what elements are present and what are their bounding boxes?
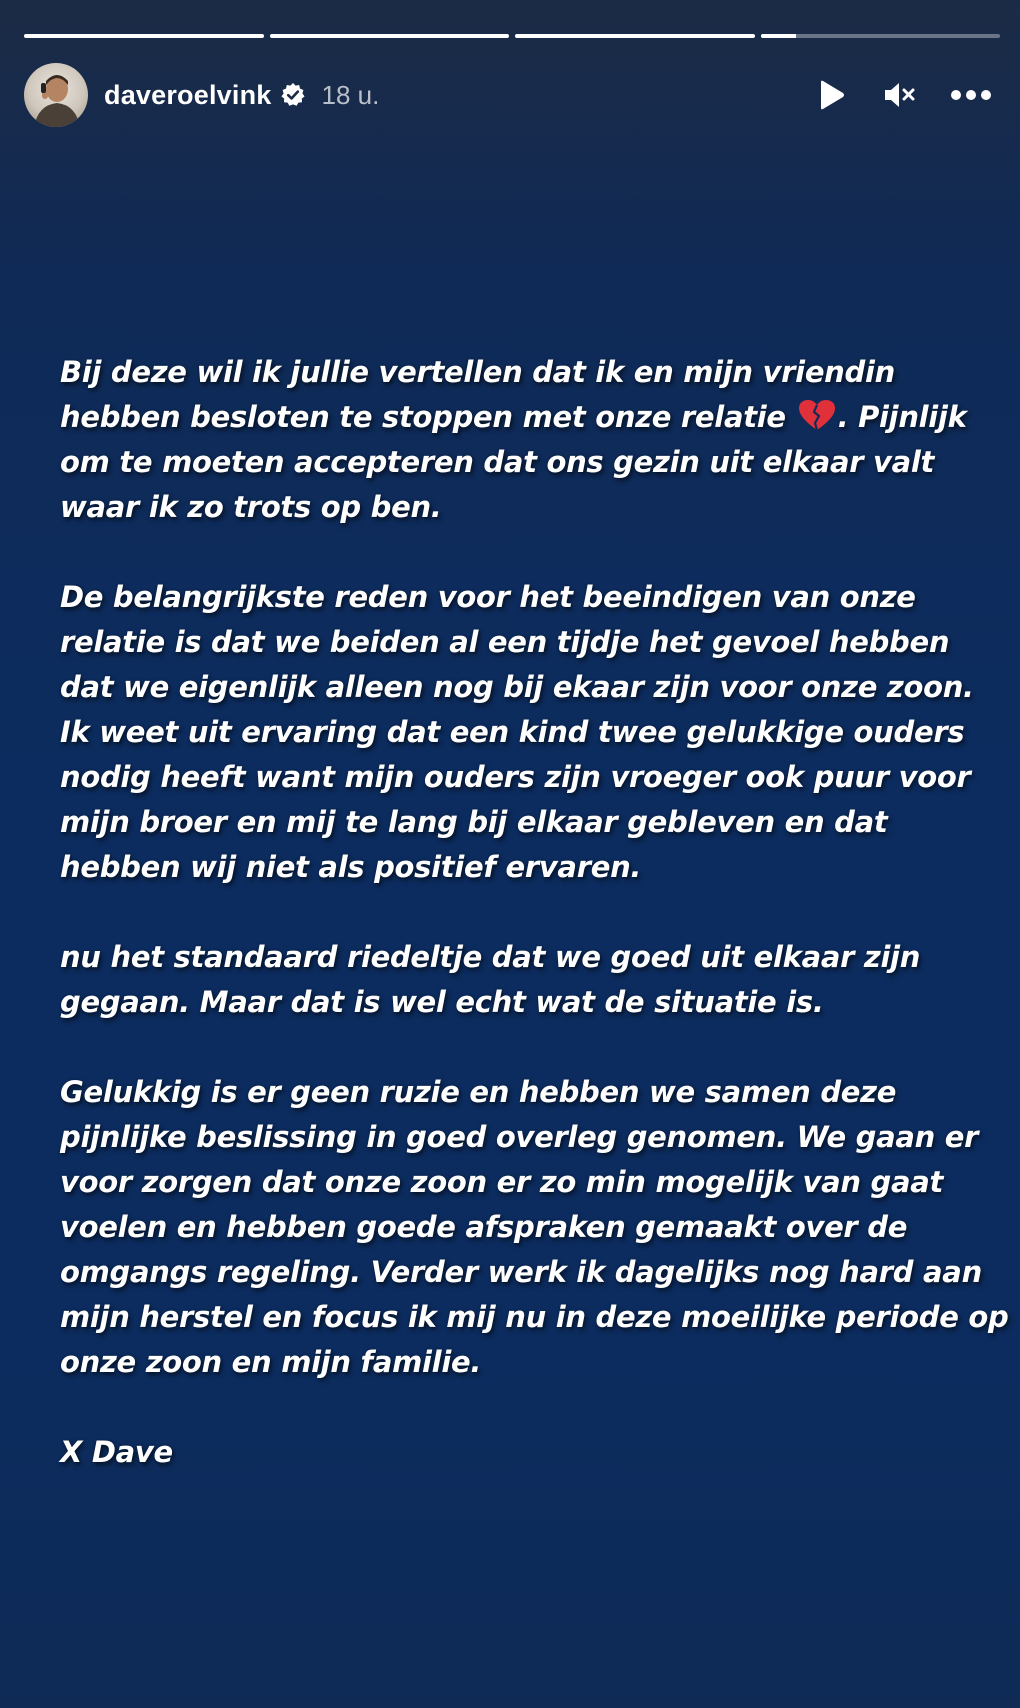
story-header bbox=[24, 62, 1000, 128]
progress-fill bbox=[24, 34, 264, 38]
speaker-muted-icon bbox=[882, 79, 916, 111]
username[interactable]: daveroelvink bbox=[104, 79, 272, 110]
story-paragraph: Gelukkig is er geen ruzie en hebben we samen deze pijnlijke beslissing in goed overleg genomen. We gaan er voor zorgen dat onze zoon er zo min mogelijk van gaat voelen en hebben goede afspraken gemaakt over de omgangs regeling. Verder werk ik dagelijks nog hard aan mijn herstel en focus ik mij nu in deze moeilijke periode op onze zoon en mijn familie. bbox=[60, 1075, 1009, 1379]
story-paragraph: nu het standaard riedeltje dat we goed uit elkaar zijn gegaan. Maar dat is wel echt wat de situatie is. bbox=[60, 940, 921, 1019]
verified-badge-icon bbox=[280, 82, 306, 108]
story-text bbox=[60, 350, 1010, 1475]
story-progress-bar bbox=[24, 34, 1000, 38]
progress-segment bbox=[761, 34, 1001, 38]
paragraph-text: . Pijnlijk om te moeten accepteren dat ons gezin uit elkaar valt waar ik zo trots op ben. bbox=[60, 400, 967, 524]
avatar-photo-icon bbox=[24, 63, 88, 127]
progress-segment bbox=[24, 34, 264, 38]
story-controls bbox=[812, 76, 1000, 114]
progress-segment bbox=[270, 34, 510, 38]
broken-heart-icon bbox=[798, 399, 836, 433]
more-dots-icon bbox=[950, 89, 992, 101]
story-paragraph bbox=[60, 350, 1010, 530]
progress-segment bbox=[515, 34, 755, 38]
paragraph-text: Bij deze wil ik jullie vertellen dat ik en mijn vriendin hebben besloten te stoppen met onze relatie bbox=[60, 355, 895, 434]
progress-fill bbox=[270, 34, 510, 38]
progress-fill bbox=[761, 34, 797, 38]
play-icon bbox=[816, 79, 846, 111]
play-button[interactable] bbox=[812, 76, 850, 114]
mute-button[interactable] bbox=[880, 76, 918, 114]
story-paragraph: De belangrijkste reden voor het beeindigen van onze relatie is dat we beiden al een tijdje het gevoel hebben dat we eigenlijk alleen nog bij ekaar zijn voor onze zoon. Ik weet uit ervaring dat een kind twee gelukkige ouders nodig heeft want mijn ouders zijn vroeger ook puur voor mijn broer en mij te lang bij elkaar gebleven en dat hebben wij niet als positief ervaren. bbox=[60, 580, 974, 884]
progress-fill bbox=[515, 34, 755, 38]
more-options-button[interactable] bbox=[948, 76, 994, 114]
avatar[interactable] bbox=[24, 63, 88, 127]
story-signature: X Dave bbox=[60, 1435, 173, 1469]
post-time: 18 u. bbox=[321, 79, 380, 110]
